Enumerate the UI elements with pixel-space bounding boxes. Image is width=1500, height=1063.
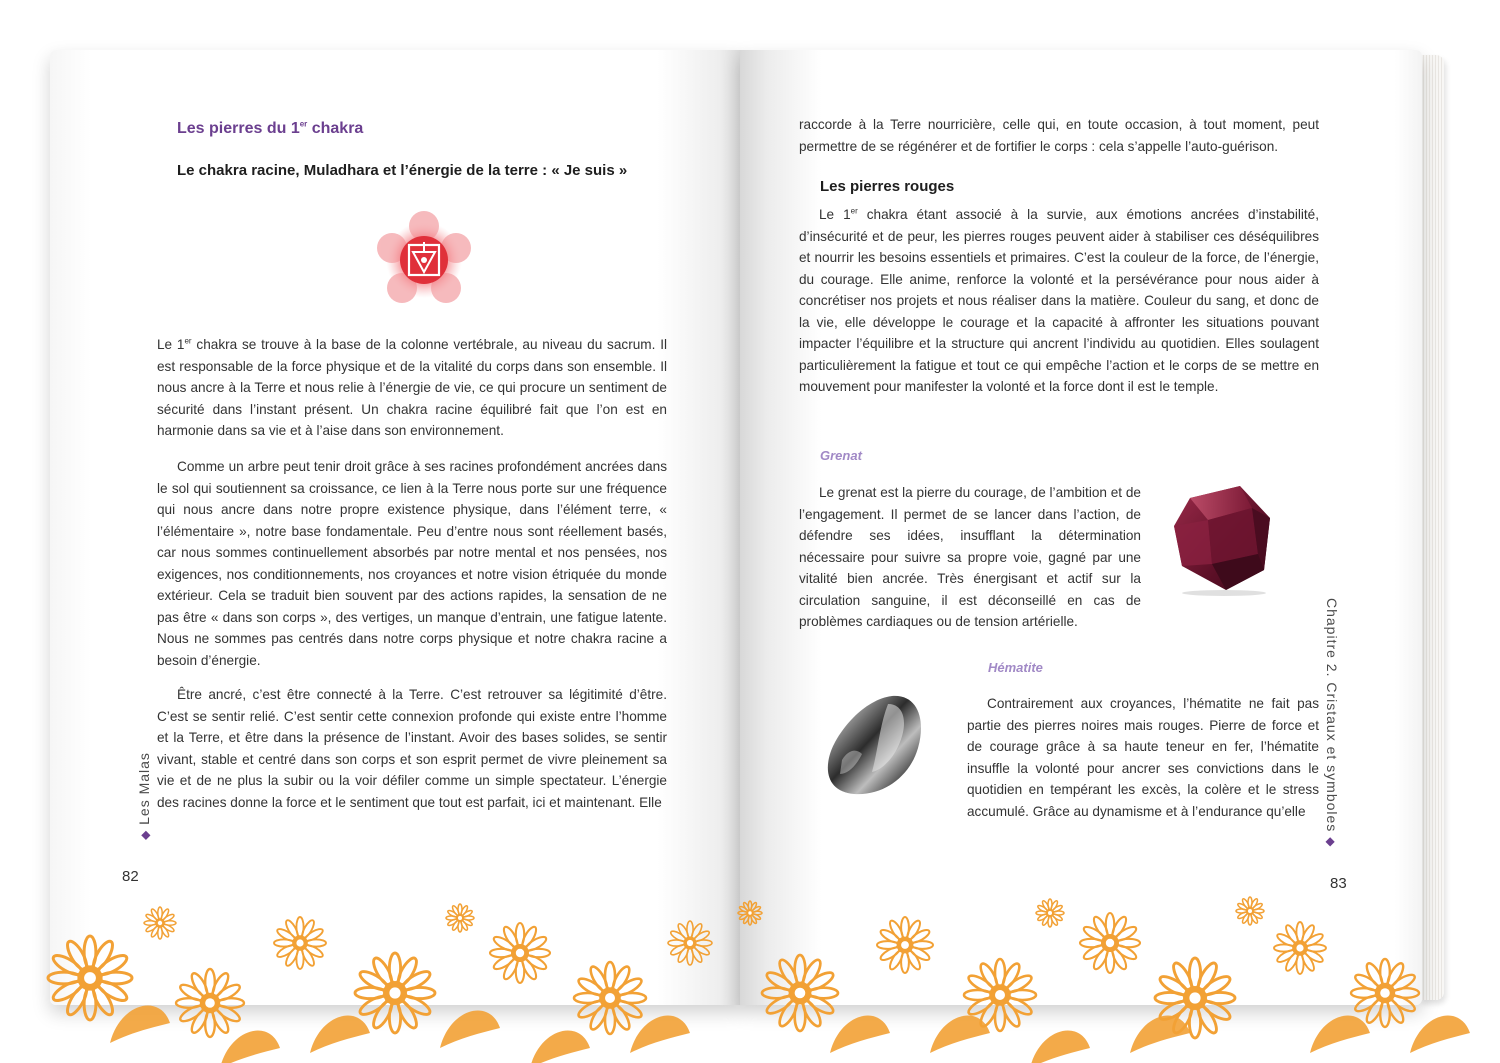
continuation-paragraph: raccorde à la Terre nourricière, celle qui, en toute occasion, à tout moment, peut permettre de se régénérer et de fortifier le corps : cela s’appelle l’auto-guérison. xyxy=(799,117,1319,154)
chakra-subtitle: Le chakra racine, Muladhara et l’énergie de la terre : « Je suis » xyxy=(177,162,628,179)
running-head-left: ◆ Les Malas xyxy=(136,752,152,840)
flower-ornament xyxy=(446,904,474,932)
leaf-ornament xyxy=(220,1031,280,1063)
leaf-ornament xyxy=(1410,1016,1470,1053)
flower-ornament xyxy=(738,901,762,925)
leaf-ornament xyxy=(1310,1016,1370,1053)
flower-ornament xyxy=(490,923,550,983)
flower-ornament xyxy=(48,936,132,1020)
pierres-rouges-paragraph: Le 1er chakra étant associé à la survie, aux émotions ancrées d’instabilité, d’insécurité et de peur, les pierres rouges peuvent aider à stabiliser ces déséquilibres et nourrir les besoins essentiels et primaires. C’est la couleur de la force, de l’énergie, du courage. Elle anime, renforce la volonté et la persévérance pour nous aider à concrétiser nos projets et nous réaliser dans la matière. Couleur du sang, et donc de la vie, elle développe le courage et la capacité à affronter les situations pouvant impacter l’équilibre et la structure qui ancrent l’individu au quotidien. Elles soulagent particulièrement la fatigue et tout ce qui empêche l’action et le corps de se mettre en mouvement pour manifester la volonté et la force dont il est le temple. xyxy=(799,206,1319,394)
flower-ornament xyxy=(1036,899,1064,927)
flower-ornament xyxy=(355,953,435,1033)
muladhara-chakra-icon xyxy=(368,210,480,310)
flower-ornament xyxy=(1236,897,1264,925)
leaf-ornament xyxy=(530,1031,590,1063)
flower-ornament xyxy=(176,969,244,1037)
flower-ornament xyxy=(762,955,838,1031)
leaf-ornament xyxy=(1130,1016,1190,1053)
pierres-rouges-title: Les pierres rouges xyxy=(820,178,955,195)
leaf-ornament xyxy=(310,1016,370,1053)
running-head-right: Chapitre 2. Cristaux et symboles ◆ xyxy=(1324,598,1340,848)
flower-ornament xyxy=(668,921,712,965)
grenat-title: Grenat xyxy=(820,448,862,463)
grenat-paragraph: Le grenat est la pierre du courage, de l’ambition et de l’engagement. Il permet de se lancer dans l’action, de défendre ses idées, insufflant la détermination nécessaire pour suivre sa propre voie, gagné par une vitalité bien ancrée. Très énergisant et actif sur la circulation sanguine, il est déconseillé en cas de problèmes cardiaques ou de tension artérielle. xyxy=(799,485,1141,629)
section-title: Les pierres du 1er chakra xyxy=(177,119,364,137)
page-number-right: 83 xyxy=(1330,875,1347,892)
leaf-ornament xyxy=(930,1016,990,1053)
left-page xyxy=(50,50,740,1005)
flower-ornament xyxy=(574,962,646,1034)
leaf-ornament xyxy=(830,1016,890,1053)
mandala-flower-border xyxy=(0,883,1500,1063)
page-edges xyxy=(1420,55,1444,1000)
leaf-ornament xyxy=(440,1011,500,1048)
diamond-icon: ◆ xyxy=(138,829,152,840)
leaf-ornament xyxy=(1030,1031,1090,1063)
right-page xyxy=(740,50,1422,1005)
hematite-paragraph: Contrairement aux croyances, l’hématite ne fait pas partie des pierres noires mais rouges. Pierre de force et de courage grâce à sa haute teneur en fer, l’hématite insuffle la volonté pour ancrer ses convictions dans le quotidien en tempérant les excès, la colère et le stress accumulé. Grâce au dynamisme et à l’endurance qu’elle xyxy=(967,696,1319,819)
garnet-stone-image xyxy=(1168,478,1280,596)
paragraph-1: Le 1er chakra se trouve à la base de la colonne vertébrale, au niveau du sacrum. Il est responsable de la force physique et de la vitalité du corps dans son ensemble. Il nous ancre à la Terre et nous relie à l’énergie de vie, ce qui procure un sentiment de sécurité dans l’instant présent. Un chakra racine équilibré fait que l’on est en harmonie dans sa vie et à l’aise dans son environnement. xyxy=(157,336,667,438)
flower-ornament xyxy=(1351,959,1419,1027)
flower-ornament xyxy=(1080,913,1140,973)
leaf-ornament xyxy=(630,1016,690,1053)
leaf-ornament xyxy=(110,1006,170,1043)
diamond-icon: ◆ xyxy=(1324,837,1338,848)
flower-ornament xyxy=(274,917,326,969)
paragraph-2: Comme un arbre peut tenir droit grâce à ses racines profondément ancrées dans le sol qui soutiennent sa croissance, ce lien à la Terre nous porte sur une fréquence qui nous ancre dans notre propre existence physique, dans l’élément terre, « l’élémentaire », notre base fondamentale. Peu d’entre nous sont réellement basés, car nous sommes continuellement absorbés par notre mental et nos pensées, nos exigences, nos conditionnements, nos croyances et notre vision étriquée du monde extérieur. Cela se traduit bien souvent par des actions rapides, la sensation de ne pas être « dans son corps », des vertiges, un manque d’entrain, une fatigue latente. Nous ne sommes pas centrés dans notre corps physique et notre chakra racine a besoin d’énergie. xyxy=(157,459,667,668)
flower-ornament xyxy=(144,907,176,939)
flower-ornament xyxy=(1274,922,1326,974)
flower-ornament xyxy=(877,917,933,973)
hematite-stone-image xyxy=(822,690,932,800)
paragraph-3: Être ancré, c’est être connecté à la Terre. C’est retrouver sa légitimité d’être. C’est se sentir relié. C’est sentir cette connexion profonde qui existe entre l’homme et la Terre, et être dans la présence de l’instant. Avoir des bases solides, se sentir vivant, stable et centré dans son corps et son esprit permet de vivre pleinement sa vie et de ne plus la subir ou la voir défiler comme un simple spectateur. L’énergie des racines donne la force et le sentiment que tout est parfait, ici et maintenant. Elle xyxy=(157,687,667,810)
hematite-title: Hématite xyxy=(988,660,1043,675)
page-number-left: 82 xyxy=(122,868,139,885)
